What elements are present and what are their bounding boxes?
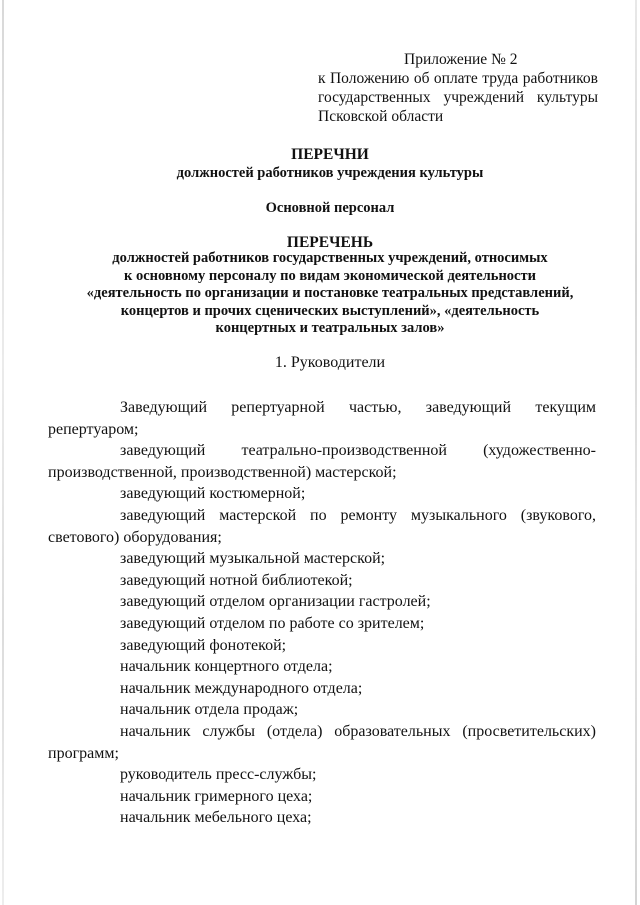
list-item xyxy=(84,635,596,657)
list-item xyxy=(84,483,596,505)
list-item xyxy=(84,591,596,613)
appendix-block xyxy=(318,50,598,126)
heading-main: ПЕРЕЧНИ xyxy=(291,146,369,163)
heading-description-line: «деятельность по организации и постановке театральных представлений, xyxy=(86,285,574,301)
list-item-text: заведующий музыкальной мастерской; xyxy=(120,550,386,568)
list-item xyxy=(84,764,596,786)
list-item xyxy=(48,397,596,440)
list-item-text: начальник гримерного цеха; xyxy=(120,787,313,805)
heading-description-line: концертных и театральных залов» xyxy=(215,320,445,336)
heading-description-line: должностей работников государственных учреждений, относимых xyxy=(112,250,548,266)
list-item xyxy=(84,548,596,570)
heading-description xyxy=(60,250,600,338)
list-item-text: заведующий костюмерной; xyxy=(120,485,306,503)
list-item xyxy=(84,699,596,721)
list-item-text: заведующий мастерской по ремонту музыкального (звукового, xyxy=(120,506,596,524)
scan-edge-right xyxy=(635,0,637,905)
list-item-text: начальник службы (отдела) образовательных (просветительских) xyxy=(120,722,596,740)
appendix-line-1: к Положению об оплате труда работников xyxy=(318,70,598,87)
list-item xyxy=(48,440,596,483)
list-item-text: начальник международного отдела; xyxy=(120,679,363,697)
list-item xyxy=(84,570,596,592)
list-item-text: руководитель пресс-службы; xyxy=(120,766,317,784)
positions-list xyxy=(48,397,596,829)
list-item-continuation: производственной, производственной) мастерской; xyxy=(48,463,397,481)
list-item xyxy=(84,678,596,700)
list-item xyxy=(84,613,596,635)
appendix-line-2: государственных учреждений культуры xyxy=(318,89,598,106)
list-item-continuation: программ; xyxy=(48,744,119,762)
list-item-text: заведующий фонотекой; xyxy=(120,636,287,654)
list-item-text: Заведующий репертуарной частью, заведующий текущим xyxy=(120,399,596,416)
heading-main-subtitle: должностей работников учреждения культуры xyxy=(176,165,484,181)
heading-description-line: концертов и прочих сценических выступлений», «деятельность xyxy=(120,302,540,319)
heading-staff: Основной персонал xyxy=(265,200,395,216)
scan-edge-left xyxy=(2,0,4,905)
list-item-text: заведующий нотной библиотекой; xyxy=(120,571,353,589)
list-item-text: начальник отдела продаж; xyxy=(120,701,299,719)
list-item-text: заведующий театрально-производственной (художественно- xyxy=(120,442,596,460)
heading-description-line: к основному персоналу по видам экономической деятельности xyxy=(124,267,536,284)
list-item-text: начальник концертного отдела; xyxy=(120,658,333,676)
list-item xyxy=(84,807,596,829)
list-item-text: заведующий отделом по работе со зрителем; xyxy=(120,614,425,632)
list-item-continuation: репертуаром; xyxy=(48,420,139,438)
list-item xyxy=(48,721,596,764)
list-item xyxy=(48,505,596,548)
list-item-text: начальник мебельного цеха; xyxy=(120,809,312,827)
appendix-title: Приложение № 2 xyxy=(404,51,518,68)
section-title: 1. Руководители xyxy=(274,354,386,371)
appendix-line-3: Псковской области xyxy=(318,108,444,125)
list-item xyxy=(84,786,596,808)
list-item-continuation: светового) оборудования; xyxy=(48,528,222,546)
list-item xyxy=(84,656,596,678)
list-item-text: заведующий отделом организации гастролей; xyxy=(120,593,431,611)
heading-list: ПЕРЕЧЕНЬ xyxy=(286,234,374,251)
